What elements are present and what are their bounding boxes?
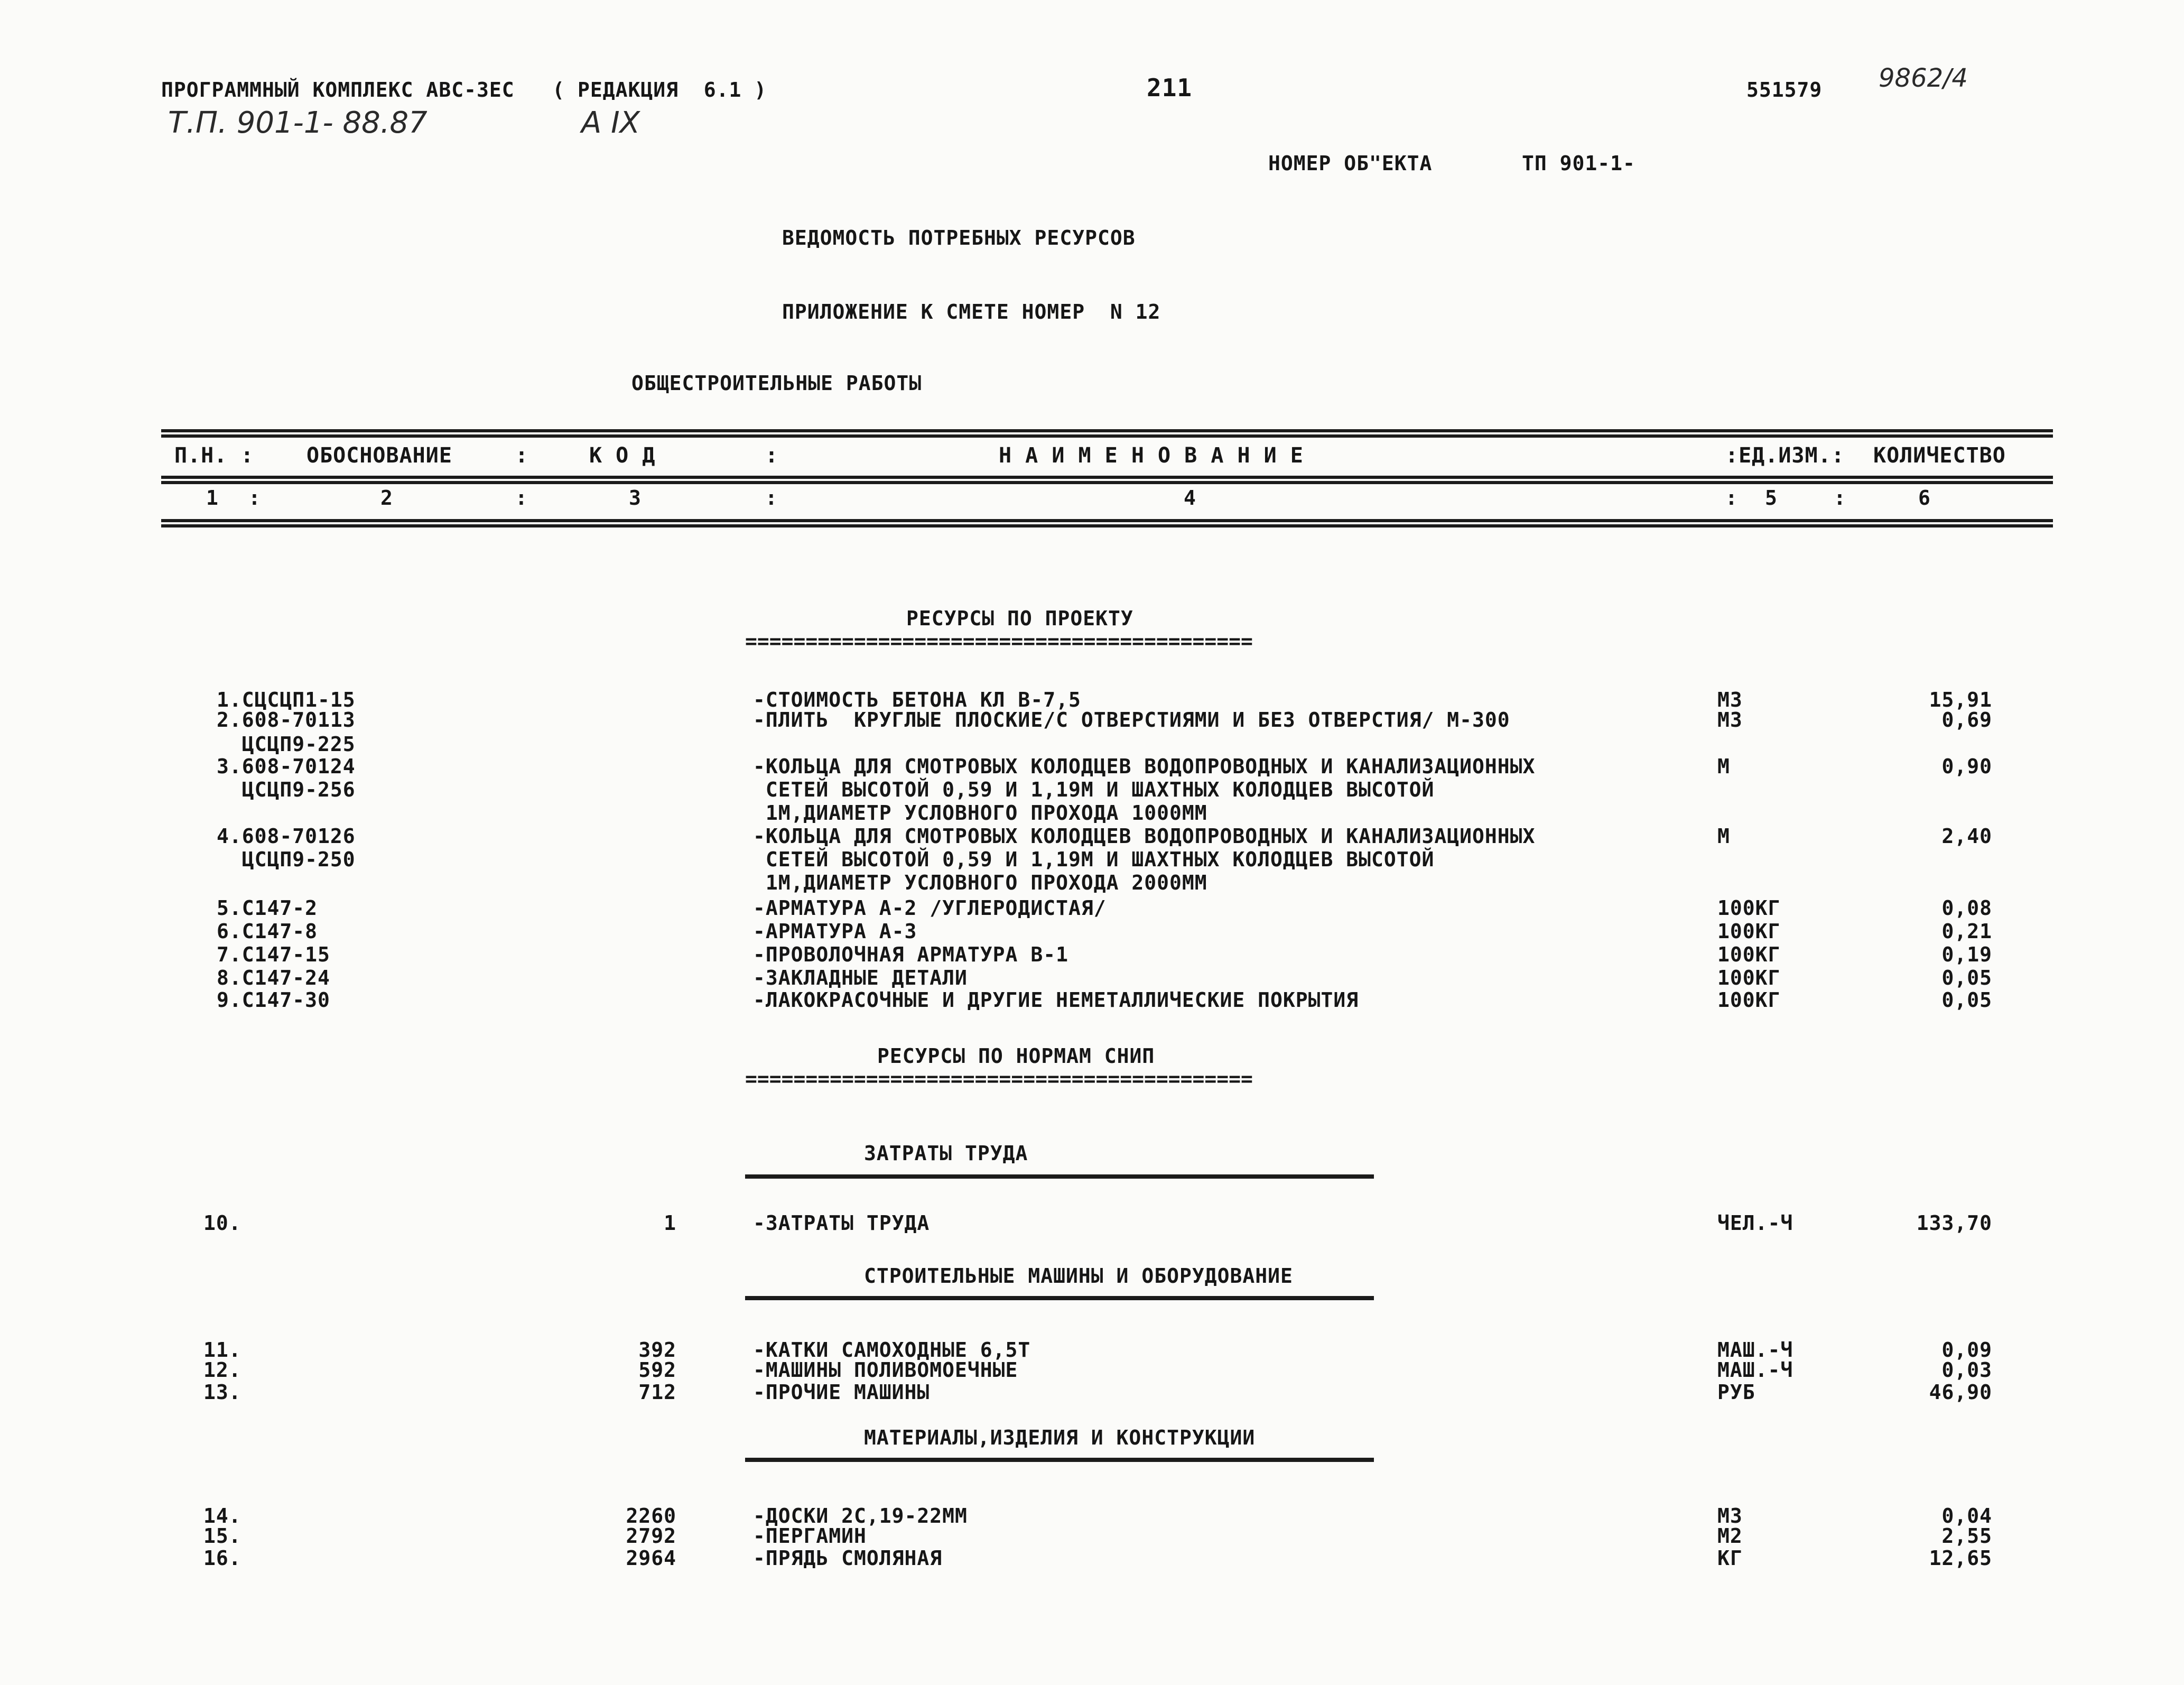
- row-number: 12.: [203, 1358, 241, 1382]
- row-name: -ПЛИТЬ КРУГЛЫЕ ПЛОСКИЕ/С ОТВЕРСТИЯМИ И БЕЗ ОТВЕРСТИЯ/ М-300: [753, 708, 1510, 732]
- section-materials: МАТЕРИАЛЫ,ИЗДЕЛИЯ И КОНСТРУКЦИИ: [864, 1426, 1256, 1449]
- row-code: 1: [664, 1211, 676, 1235]
- row-unit: М: [1717, 755, 1730, 778]
- row-name: -ПРОЧИЕ МАШИНЫ: [753, 1381, 930, 1404]
- row-name: -АРМАТУРА А-3: [753, 920, 917, 943]
- row-number: 14.: [203, 1504, 241, 1527]
- row-name: -КАТКИ САМОХОДНЫЕ 6,5Т: [753, 1338, 1031, 1362]
- row-unit: МАШ.-Ч: [1717, 1338, 1793, 1362]
- col-separator: :: [1725, 486, 1738, 510]
- row-basis: 5.С147-2: [217, 896, 318, 920]
- row-name: -ЗАТРАТЫ ТРУДА: [753, 1211, 930, 1235]
- handwritten-project-number: Т.П. 901-1- 88.87: [168, 106, 427, 140]
- row-basis: 1.СЦСЦП1-15: [217, 688, 356, 711]
- row-quantity: 15,91: [1929, 688, 1992, 711]
- col-number-4: 4: [1184, 486, 1196, 510]
- row-unit: М3: [1717, 1504, 1743, 1527]
- row-number: 13.: [203, 1381, 241, 1404]
- row-unit: М: [1717, 825, 1730, 848]
- row-basis: ЦСЦП9-256: [217, 778, 356, 801]
- row-unit: 100КГ: [1717, 966, 1781, 989]
- handwritten-mark: А IX: [581, 106, 640, 140]
- section-machines: СТРОИТЕЛЬНЫЕ МАШИНЫ И ОБОРУДОВАНИЕ: [864, 1264, 1293, 1288]
- table-header-top-rule: [161, 429, 2053, 438]
- row-quantity: 2,55: [1941, 1524, 1992, 1548]
- row-name: -СТОИМОСТЬ БЕТОНА КЛ В-7,5: [753, 688, 1081, 711]
- col-header-number: П.Н. :: [174, 443, 254, 468]
- row-quantity: 0,05: [1941, 966, 1992, 989]
- row-name: -МАШИНЫ ПОЛИВОМОЕЧНЫЕ: [753, 1358, 1018, 1382]
- table-header-bottom-rule: [161, 519, 2053, 527]
- row-basis: 4.608-70126: [217, 825, 356, 848]
- row-code: 2964: [626, 1547, 676, 1570]
- works-category-title: ОБЩЕСТРОИТЕЛЬНЫЕ РАБОТЫ: [631, 372, 922, 395]
- row-unit: РУБ: [1717, 1381, 1755, 1404]
- row-name: -КОЛЬЦА ДЛЯ СМОТРОВЫХ КОЛОДЦЕВ ВОДОПРОВОДНЫХ И КАНАЛИЗАЦИОННЫХ: [753, 825, 1536, 848]
- row-name: -АРМАТУРА А-2 /УГЛЕРОДИСТАЯ/: [753, 896, 1107, 920]
- row-code: 712: [638, 1381, 676, 1404]
- row-quantity: 0,04: [1941, 1504, 1992, 1527]
- row-basis: 6.С147-8: [217, 920, 318, 943]
- col-separator: :: [248, 486, 261, 510]
- col-number-3: 3: [629, 486, 642, 510]
- document-title: ВЕДОМОСТЬ ПОТРЕБНЫХ РЕСУРСОВ: [782, 226, 1136, 249]
- section-underline: [745, 1458, 1374, 1462]
- row-code: 392: [638, 1338, 676, 1362]
- row-unit: ЧЕЛ.-Ч: [1717, 1211, 1793, 1235]
- row-quantity: 0,08: [1941, 896, 1992, 920]
- row-code: 592: [638, 1358, 676, 1382]
- row-unit: 100КГ: [1717, 943, 1781, 966]
- row-number: 16.: [203, 1547, 241, 1570]
- table-header-mid-rule: [161, 476, 2053, 484]
- row-quantity: 0,69: [1941, 708, 1992, 732]
- col-separator: :: [765, 443, 779, 468]
- row-number: 11.: [203, 1338, 241, 1362]
- col-header-basis: ОБОСНОВАНИЕ: [306, 443, 452, 468]
- col-header-unit: :ЕД.ИЗМ.:: [1725, 443, 1845, 468]
- row-name: -ПРЯДЬ СМОЛЯНАЯ: [753, 1547, 943, 1570]
- row-basis: ЦСЦП9-250: [217, 848, 356, 871]
- row-name: 1М,ДИАМЕТР УСЛОВНОГО ПРОХОДА 1000ММ: [753, 801, 1207, 825]
- section-norms-resources: РЕСУРСЫ ПО НОРМАМ СНИП: [877, 1044, 1155, 1068]
- col-number-1: 1: [206, 486, 219, 510]
- row-basis: 7.С147-15: [217, 943, 330, 966]
- row-name: СЕТЕЙ ВЫСОТОЙ 0,59 И 1,19М И ШАХТНЫХ КОЛОДЦЕВ ВЫСОТОЙ: [753, 778, 1435, 801]
- section-underline-equals: ==========================================: [745, 1070, 1253, 1088]
- object-number-value: ТП 901-1-: [1522, 152, 1635, 175]
- row-basis: 3.608-70124: [217, 755, 356, 778]
- row-quantity: 0,19: [1941, 943, 1992, 966]
- row-number: 15.: [203, 1524, 241, 1548]
- row-quantity: 0,21: [1941, 920, 1992, 943]
- row-quantity: 133,70: [1916, 1211, 1992, 1235]
- row-name: -ПЕРГАМИН: [753, 1524, 867, 1548]
- row-name: -ЗАКЛАДНЫЕ ДЕТАЛИ: [753, 966, 968, 989]
- row-quantity: 46,90: [1929, 1381, 1992, 1404]
- object-number-label: НОМЕР ОБ"ЕКТА: [1268, 152, 1433, 175]
- program-header: ПРОГРАММНЫЙ КОМПЛЕКС АВС-3ЕС ( РЕДАКЦИЯ 6.1 ): [161, 78, 767, 101]
- col-header-quantity: КОЛИЧЕСТВО: [1873, 443, 2006, 468]
- col-separator: :: [1834, 486, 1846, 510]
- document-code: 551579: [1746, 78, 1823, 101]
- row-name: -ПРОВОЛОЧНАЯ АРМАТУРА В-1: [753, 943, 1068, 966]
- page-number: 211: [1147, 73, 1193, 102]
- row-quantity: 12,65: [1929, 1547, 1992, 1570]
- row-code: 2260: [626, 1504, 676, 1527]
- row-basis: ЦСЦП9-225: [217, 733, 356, 756]
- row-unit: М3: [1717, 688, 1743, 711]
- col-header-name: Н А И М Е Н О В А Н И Е: [999, 443, 1304, 468]
- section-labor: ЗАТРАТЫ ТРУДА: [864, 1142, 1028, 1165]
- col-separator: :: [765, 486, 778, 510]
- row-name: СЕТЕЙ ВЫСОТОЙ 0,59 И 1,19М И ШАХТНЫХ КОЛОДЦЕВ ВЫСОТОЙ: [753, 848, 1435, 871]
- row-basis: 2.608-70113: [217, 708, 356, 732]
- col-number-2: 2: [380, 486, 393, 510]
- section-underline: [745, 1174, 1374, 1179]
- row-quantity: 0,09: [1941, 1338, 1992, 1362]
- row-unit: М3: [1717, 708, 1743, 732]
- col-separator: :: [515, 443, 529, 468]
- row-unit: М2: [1717, 1524, 1743, 1548]
- row-unit: 100КГ: [1717, 920, 1781, 943]
- row-name: -КОЛЬЦА ДЛЯ СМОТРОВЫХ КОЛОДЦЕВ ВОДОПРОВОДНЫХ И КАНАЛИЗАЦИОННЫХ: [753, 755, 1536, 778]
- col-number-5: 5: [1765, 486, 1778, 510]
- section-underline: [745, 1296, 1374, 1300]
- col-number-6: 6: [1918, 486, 1931, 510]
- row-unit: 100КГ: [1717, 896, 1781, 920]
- row-name: -ДОСКИ 2С,19-22ММ: [753, 1504, 968, 1527]
- row-name: 1М,ДИАМЕТР УСЛОВНОГО ПРОХОДА 2000ММ: [753, 871, 1207, 894]
- row-basis: 8.С147-24: [217, 966, 330, 989]
- row-number: 10.: [203, 1211, 241, 1235]
- section-project-resources: РЕСУРСЫ ПО ПРОЕКТУ: [906, 607, 1133, 630]
- row-code: 2792: [626, 1524, 676, 1548]
- row-quantity: 0,03: [1941, 1358, 1992, 1382]
- col-separator: :: [515, 486, 528, 510]
- section-underline-equals: ==========================================: [745, 632, 1253, 650]
- row-quantity: 2,40: [1941, 825, 1992, 848]
- row-basis: 9.С147-30: [217, 988, 330, 1012]
- estimate-appendix-title: ПРИЛОЖЕНИЕ К СМЕТЕ НОМЕР N 12: [782, 300, 1161, 323]
- handwritten-reference: 9862/4: [1879, 63, 1968, 93]
- row-name: -ЛАКОКРАСОЧНЫЕ И ДРУГИЕ НЕМЕТАЛЛИЧЕСКИЕ ПОКРЫТИЯ: [753, 988, 1359, 1012]
- row-quantity: 0,90: [1941, 755, 1992, 778]
- row-unit: МАШ.-Ч: [1717, 1358, 1793, 1382]
- row-quantity: 0,05: [1941, 988, 1992, 1012]
- col-header-code: К О Д: [589, 443, 656, 468]
- row-unit: 100КГ: [1717, 988, 1781, 1012]
- row-unit: КГ: [1717, 1547, 1743, 1570]
